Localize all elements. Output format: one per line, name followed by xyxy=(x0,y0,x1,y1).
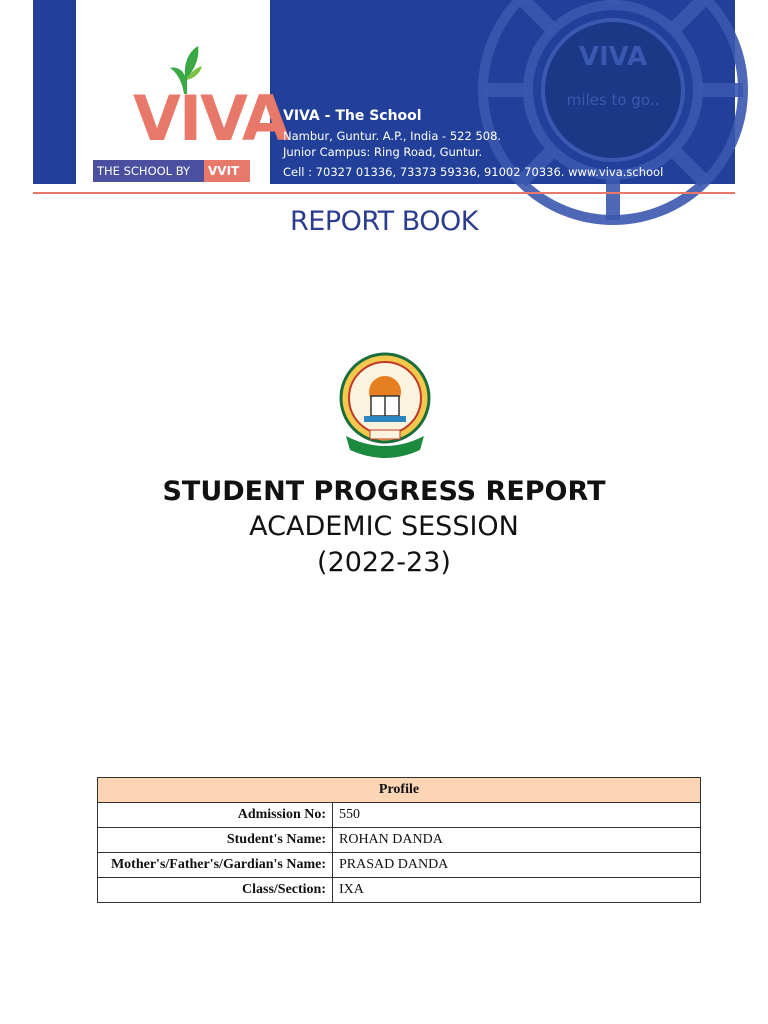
contact-line: Cell : 70327 01336, 73373 59336, 91002 70336. www.viva.school xyxy=(283,165,664,179)
student-name-label: Student's Name: xyxy=(98,828,333,853)
admission-no-label: Admission No: xyxy=(98,803,333,828)
session-title: ACADEMIC SESSION xyxy=(249,511,519,542)
vvit-badge xyxy=(204,160,250,182)
header-divider xyxy=(33,192,735,194)
logo-tagline-bar xyxy=(93,160,250,182)
profile-header-row xyxy=(98,778,701,803)
table-row xyxy=(98,853,701,878)
school-name: VIVA - The School xyxy=(283,108,422,124)
address-line-2: Junior Campus: Ring Road, Guntur. xyxy=(283,145,483,159)
wheel-emblem-icon xyxy=(463,0,763,240)
logo-panel xyxy=(76,0,288,184)
profile-table xyxy=(97,777,701,903)
table-row xyxy=(98,878,701,903)
parent-name-value: PRASAD DANDA xyxy=(333,853,701,878)
table-row xyxy=(98,803,701,828)
report-book-title: REPORT BOOK xyxy=(290,206,478,237)
table-row xyxy=(98,828,701,853)
vvit-label: VVIT xyxy=(208,164,240,178)
cbse-emblem-icon xyxy=(338,352,432,464)
student-name-value: ROHAN DANDA xyxy=(333,828,701,853)
letterhead-banner xyxy=(33,0,735,184)
parent-name-label: Mother's/Father's/Gardian's Name: xyxy=(98,853,333,878)
class-section-value: IXA xyxy=(333,878,701,903)
profile-heading: Profile xyxy=(98,778,701,803)
viva-logo-label: VIVA xyxy=(133,82,288,155)
wheel-text: VIVA xyxy=(578,42,648,72)
wheel-motto: miles to go.. xyxy=(566,91,660,109)
logo-tagline: THE SCHOOL BY xyxy=(97,164,191,178)
report-title: STUDENT PROGRESS REPORT xyxy=(162,476,606,507)
class-section-label: Class/Section: xyxy=(98,878,333,903)
admission-no-value: 550 xyxy=(333,803,701,828)
session-year: (2022-23) xyxy=(317,547,451,578)
viva-logo-text xyxy=(133,82,288,155)
address-line-1: Nambur, Guntur. A.P., India - 522 508. xyxy=(283,129,502,143)
